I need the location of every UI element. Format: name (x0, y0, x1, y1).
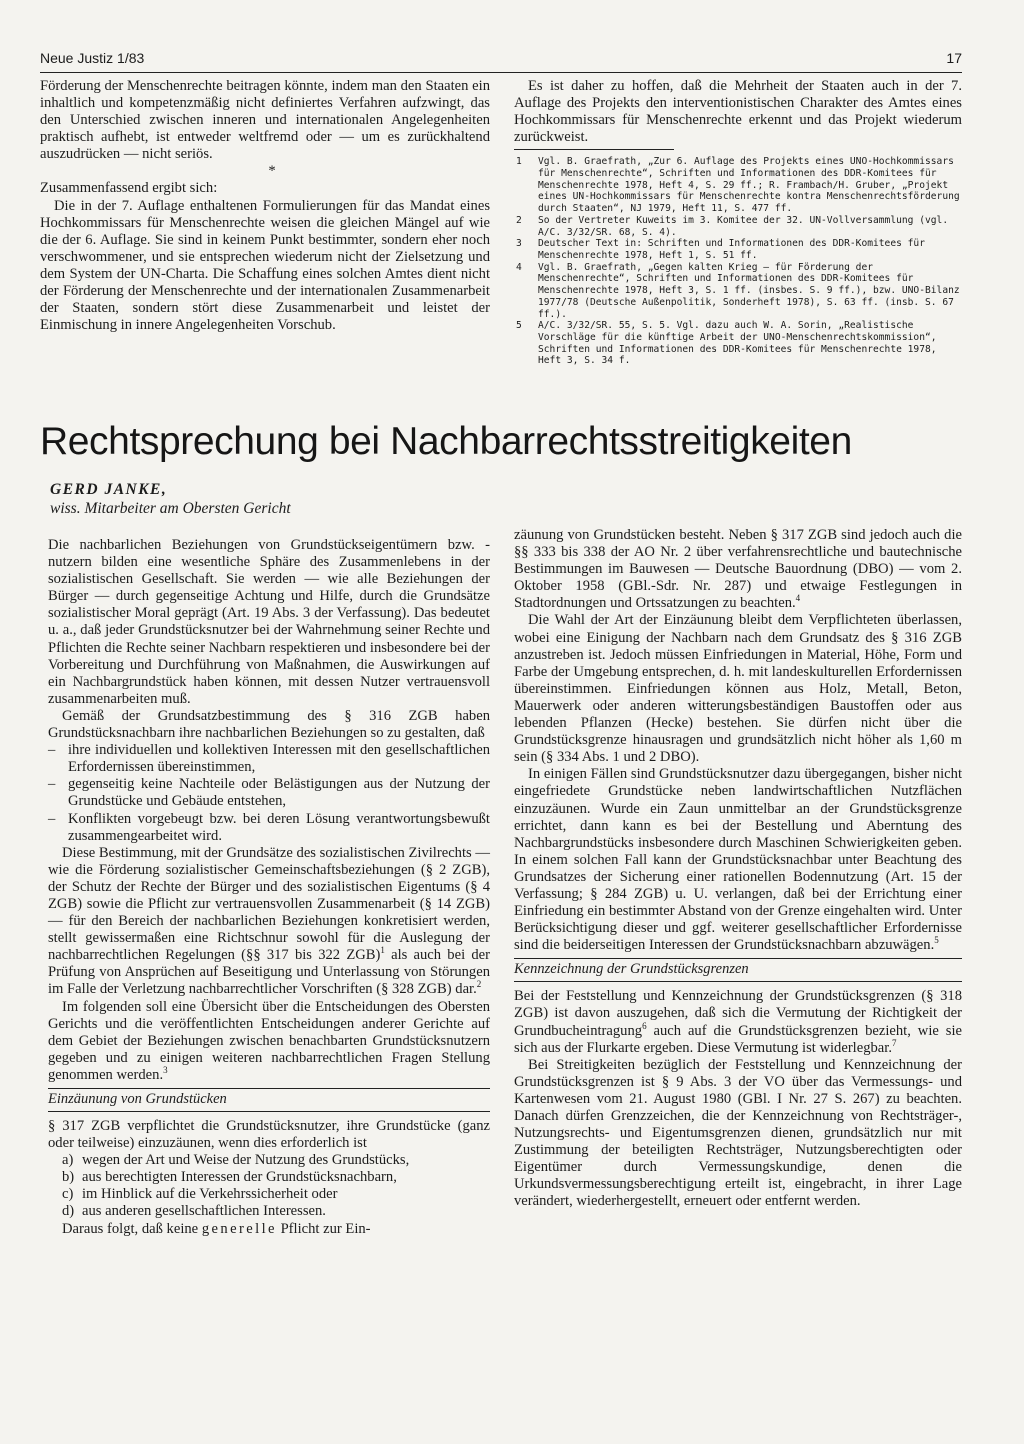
footnote-item: 1 Vgl. B. Graefrath, „Zur 6. Auflage des Projekts eines UNO-Hochkommissars für Menschenrechte“, Schriften und Informationen des DDR-Komitees für Menschenrechte 1978, Heft 4, S. 29 ff.; R. Frambach/H. Gruber, „Projekt eines UN-Hochkommissars für Menschenrechte kontra Menschenrechtsförderung durch Staaten“, NJ 1979, Heft 11, S. 477 ff. (516, 156, 960, 215)
section-heading-boundaries: Kennzeichnung der Grundstücksgrenzen (514, 958, 962, 982)
footnote-item: 3 Deutscher Text in: Schriften und Informationen des DDR-Komitees für Menschenrechte 1978, Heft 1, S. 51 ff. (516, 238, 925, 261)
page-number: 17 (946, 50, 962, 66)
body-paragraph: Bei Streitigkeiten bezüglich der Feststellung und Kennzeichnung der Grundstücksgrenzen ist § 9 Abs. 3 der VO über das Vermessungs- und Kartenwesen vom 21. August 1980 (GBl. I Nr. 27 S. 267) zu beachten. Danach dürfen Grenzzeichen, die der Kennzeichnung von Rechtsträger-, Nutzungsrechts- und Eigentumsgrenzen dienen, grundsätzlich nur mit Zustimmung der beteiligten Rechtsträger, Nutzungsberechtigten oder Eigentümer durch Vermessungskundige, denen die Urkundsvermessungsberechtigung erteilt ist, eingebracht, in ihrer Lage verändert, wiederhergestellt, erneuert oder entfernt werden. (514, 1056, 962, 1210)
list-item: – gegenseitig keine Nachteile oder Belästigungen aus der Nutzung der Grundstücke und Gebäude entstehen, (48, 776, 490, 810)
previous-article-left-column (40, 78, 490, 334)
article-right-column (514, 527, 962, 1211)
running-header (40, 50, 962, 73)
section-heading-fencing: Einzäunung von Grundstücken (48, 1088, 490, 1112)
body-paragraph: In einigen Fällen sind Grundstücksnutzer dazu übergegangen, bisher nicht eingefriedete Grundstücke neben landwirtschaftlichen Nutzflächen einzuzäunen. Wurde ein Zaun unmittelbar an der Grundstücksgrenze errichtet, dann kann es bei der Bestellung und Aberntung des Nachbargrundstücks insbesondere durch Maschinen Schwierigkeiten geben. In einem solchen Fall kann der Grundstücksnachbar unter Beachtung des Grundsatzes der Sicherung einer rationellen Bodennutzung (Art. 15 der Verfassung; § 284 ZGB) u. U. verlangen, daß bei der Errichtung einer Einfriedung ein bestimmter Abstand von der Grenze eingehalten wird. Unter Berücksichtigung dieser und ggf. weiterer gesellschaftlicher Erfordernisse sind die beiderseitigen Interessen der Grundstücksnachbarn abzuwägen.$^5$ (514, 766, 962, 954)
list-item: d) aus anderen gesellschaftlichen Interessen. (62, 1203, 326, 1220)
author-role: wiss. Mitarbeiter am Obersten Gericht (50, 500, 291, 517)
footnote-ref: 4 (795, 593, 801, 604)
previous-article-paragraph: Förderung der Menschenrechte beitragen könnte, indem man den Staaten ein inhaltlich und kompetenzmäßig nicht definiertes Verfahren aufzwingt, das den Unterschied zwischen inneren und internationalen Angelegenheiten praktisch aufhebt, ist entweder weltfremd oder — um es zurückhaltend auszudrücken — nicht seriös. (40, 78, 490, 163)
footnotes (514, 156, 962, 367)
article-left-column (48, 537, 490, 1238)
section-separator: * (268, 163, 276, 180)
closing-paragraph: Es ist daher zu hoffen, daß die Mehrheit der Staaten auch in der 7. Auflage des Projekts den interventionistischen Charakter des Amtes eines Hochkommissars für Menschenrechte erkennt und das Projekt wiederum zurückweist. (514, 78, 962, 146)
footnote-ref: 1 (380, 945, 385, 956)
footnote-ref: 3 (163, 1064, 168, 1075)
journal-issue: Neue Justiz 1/83 (40, 50, 145, 66)
summary-intro: Zusammenfassend ergibt sich: (40, 180, 218, 197)
footnote-item: 4 Vgl. B. Graefrath, „Gegen kalten Krieg — für Förderung der Menschenrechte“, Schriften und Informationen des DDR-Komitees für Menschenrechte 1978, Heft 3, S. 1 ff. (insbes. S. 9 ff.), bzw. UNO-Bilanz 1977/78 (Deutsche Außenpolitik, Sonderheft 1978), S. 63 ff. (insb. S. 67 ff.). (516, 261, 960, 320)
footnote-ref: 7 (891, 1037, 897, 1048)
body-paragraph: Daraus folgt, daß keine generelle Pflicht zur Ein- (62, 1220, 371, 1237)
body-paragraph: Gemäß der Grundsatzbestimmung des § 316 ZGB haben Grundstücksnachbarn ihre nachbarlichen Beziehungen so zu gestalten, daß (48, 707, 490, 742)
article-title: Rechtsprechung bei Nachbarrechtsstreitigkeiten (40, 420, 852, 463)
author-byline (50, 480, 291, 518)
body-paragraph: § 317 ZGB verpflichtet die Grundstücksnutzer, ihre Grundstücke (ganz oder teilweise) einzuzäunen, wenn dies erforderlich ist (48, 1118, 490, 1152)
body-paragraph: zäunung von Grundstücken besteht. Neben § 317 ZGB sind jedoch auch die §§ 333 bis 338 der AO Nr. 2 über verfahrensrechtliche und bautechnische Bestimmungen im Bauwesen — Deutsche Bauordnung (DBO) — vom 2. Oktober 1958 (GBl.-Sdr. Nr. 287) und etwaige Festlegungen in Stadtordnungen und Ortssatzungen zu beachten.$^4$ (514, 527, 962, 612)
summary-paragraph: Die in der 7. Auflage enthaltenen Formulierungen für das Mandat eines Hochkommissars für Menschenrechte weisen die gleichen Mängel auf wie die der 6. Auflage. Sie sind in keinem Punkt bestimmter, sondern eher noch verschwommener, und sie entsprechen wiederum nicht der Zielsetzung und dem System der UN-Charta. Die Schaffung eines solchen Amtes dient nicht der Förderung der Menschenrechte und der internationalen Zusammenarbeit der Staaten, sondern stört diese Zusammenarbeit und leistet der Einmischung in innere Angelegenheiten Vorschub. (40, 197, 490, 334)
list-item: c) im Hinblick auf die Verkehrssicherheit oder (62, 1186, 338, 1203)
previous-article-right-column (514, 78, 962, 367)
footnote-item: 2 So der Vertreter Kuweits im 3. Komitee der 32. UN-Vollversammlung (vgl. A/C. 3/32/SR. 68, S. 4). (516, 214, 949, 238)
author-name: GERD JANKE, (50, 481, 168, 498)
body-paragraph: Im folgenden soll eine Übersicht über die Entscheidungen des Obersten Gerichts und die veröffentlichten Entscheidungen anderer Gerichte auf dem Gebiet der Beziehungen zwischen benachbarten Grundstücksnutzern gegeben und zu einigen weiteren nachbarrechtlichen Fragen Stellung genommen werden.$^3$ (48, 998, 490, 1083)
dash-list (48, 742, 490, 845)
footnote-divider (514, 149, 674, 150)
footnote-ref: 2 (476, 979, 482, 990)
footnote-item: 5 A/C. 3/32/SR. 55, S. 5. Vgl. dazu auch W. A. Sorin, „Realistische Vorschläge für die künftige Arbeit der UNO-Menschenrechtskommission“, Schriften und Informationen des DDR-Komitees für Menschenrechte 1978, Heft 3, S. 34 f. (516, 320, 937, 367)
list-item: a) wegen der Art und Weise der Nutzung des Grundstücks, (62, 1152, 410, 1169)
body-paragraph: Diese Bestimmung, mit der Grundsätze des sozialistischen Zivilrechts — wie die Förderung sozialistischer Gemeinschaftsbeziehungen (§ 2 ZGB), der Schutz der Rechte der Bürger und des sozialistischen Eigentums (§ 4 ZGB) sowie die Pflicht zur vertrauensvollen Zusammenarbeit (§ 14 ZGB) — für den Bereich der nachbarlichen Beziehungen konkretisiert werden, stellt gewissermaßen eine Richtschnur sowohl für die Auslegung der nachbarrechtlichen Regelungen (§§ 317 bis 322 ZGB)$^1$ als auch bei der Prüfung von Ansprüchen auf Beseitigung und Unterlassung von Störungen im Falle der Verletzung nachbarrechtlicher Vorschriften (§ 328 ZGB) dar.$^2$ (48, 844, 490, 998)
list-item: – ihre individuellen und kollektiven Interessen mit den gesellschaftlichen Erfordernissen übereinstimmen, (48, 742, 490, 776)
list-item: b) aus berechtigten Interessen der Grundstücksnachbarn, (62, 1169, 397, 1186)
list-item: – Konflikten vorgebeugt bzw. bei deren Lösung verantwortungsbewußt zusammengearbeitet wird. (48, 810, 490, 844)
body-paragraph: Die Wahl der Art der Einzäunung bleibt dem Verpflichteten überlassen, wobei eine Einigung der Nachbarn nach dem Grundsatz des § 316 ZGB anzustreben ist. Jedoch müssen Einfriedungen in Material, Höhe, Form und Farbe der Umgebung entsprechen, d. h. mit landeskulturellen Erfordernissen übereinstimmen. Einfriedungen können aus Holz, Metall, Beton, Mauerwerk oder anderen witterungsbeständigen Baustoffen oder aus lebenden Pflanzen (Hecke) bestehen. Sie dürfen nicht über die Grundstücksgrenze hinausragen und grundsätzlich nicht höher als 1,60 m sein (§ 334 Abs. 1 und 2 DBO). (514, 612, 962, 766)
footnote-ref: 6 (642, 1020, 647, 1031)
body-paragraph: Die nachbarlichen Beziehungen von Grundstückseigentümern bzw. -nutzern bilden eine wesentliche Sphäre des Zusammenlebens in der sozialistischen Gesellschaft. Sie werden — wie alle Beziehungen der Bürger — durch gegenseitige Achtung und Hilfe, durch die Grundsätze sozialistischer Moral geprägt (Art. 19 Abs. 3 der Verfassung). Das bedeutet u. a., daß jeder Grundstücksnutzer bei der Wahrnehmung seiner Rechte und Pflichten die Rechte seiner Nachbarn respektieren und insbesondere bei der Vorbereitung und Durchführung von Maßnahmen, die Auswirkungen auf ein Nachbargrundstück haben können, mit dessen Nutzer vertrauensvoll zusammenarbeiten muß. (48, 537, 490, 707)
body-paragraph: Bei der Feststellung und Kennzeichnung der Grundstücksgrenzen (§ 318 ZGB) ist davon auszugehen, daß sich die Vermutung der Richtigkeit der Grundbucheintragung$^6$ auch auf die Grundstücksgrenzen bezieht, wie sie sich aus der Flurkarte ergeben. Diese Vermutung ist widerlegbar.$^7$ (514, 988, 962, 1056)
footnote-ref: 5 (934, 935, 939, 946)
alpha-list (48, 1152, 490, 1220)
emphasized-word: generelle (201, 1220, 277, 1237)
